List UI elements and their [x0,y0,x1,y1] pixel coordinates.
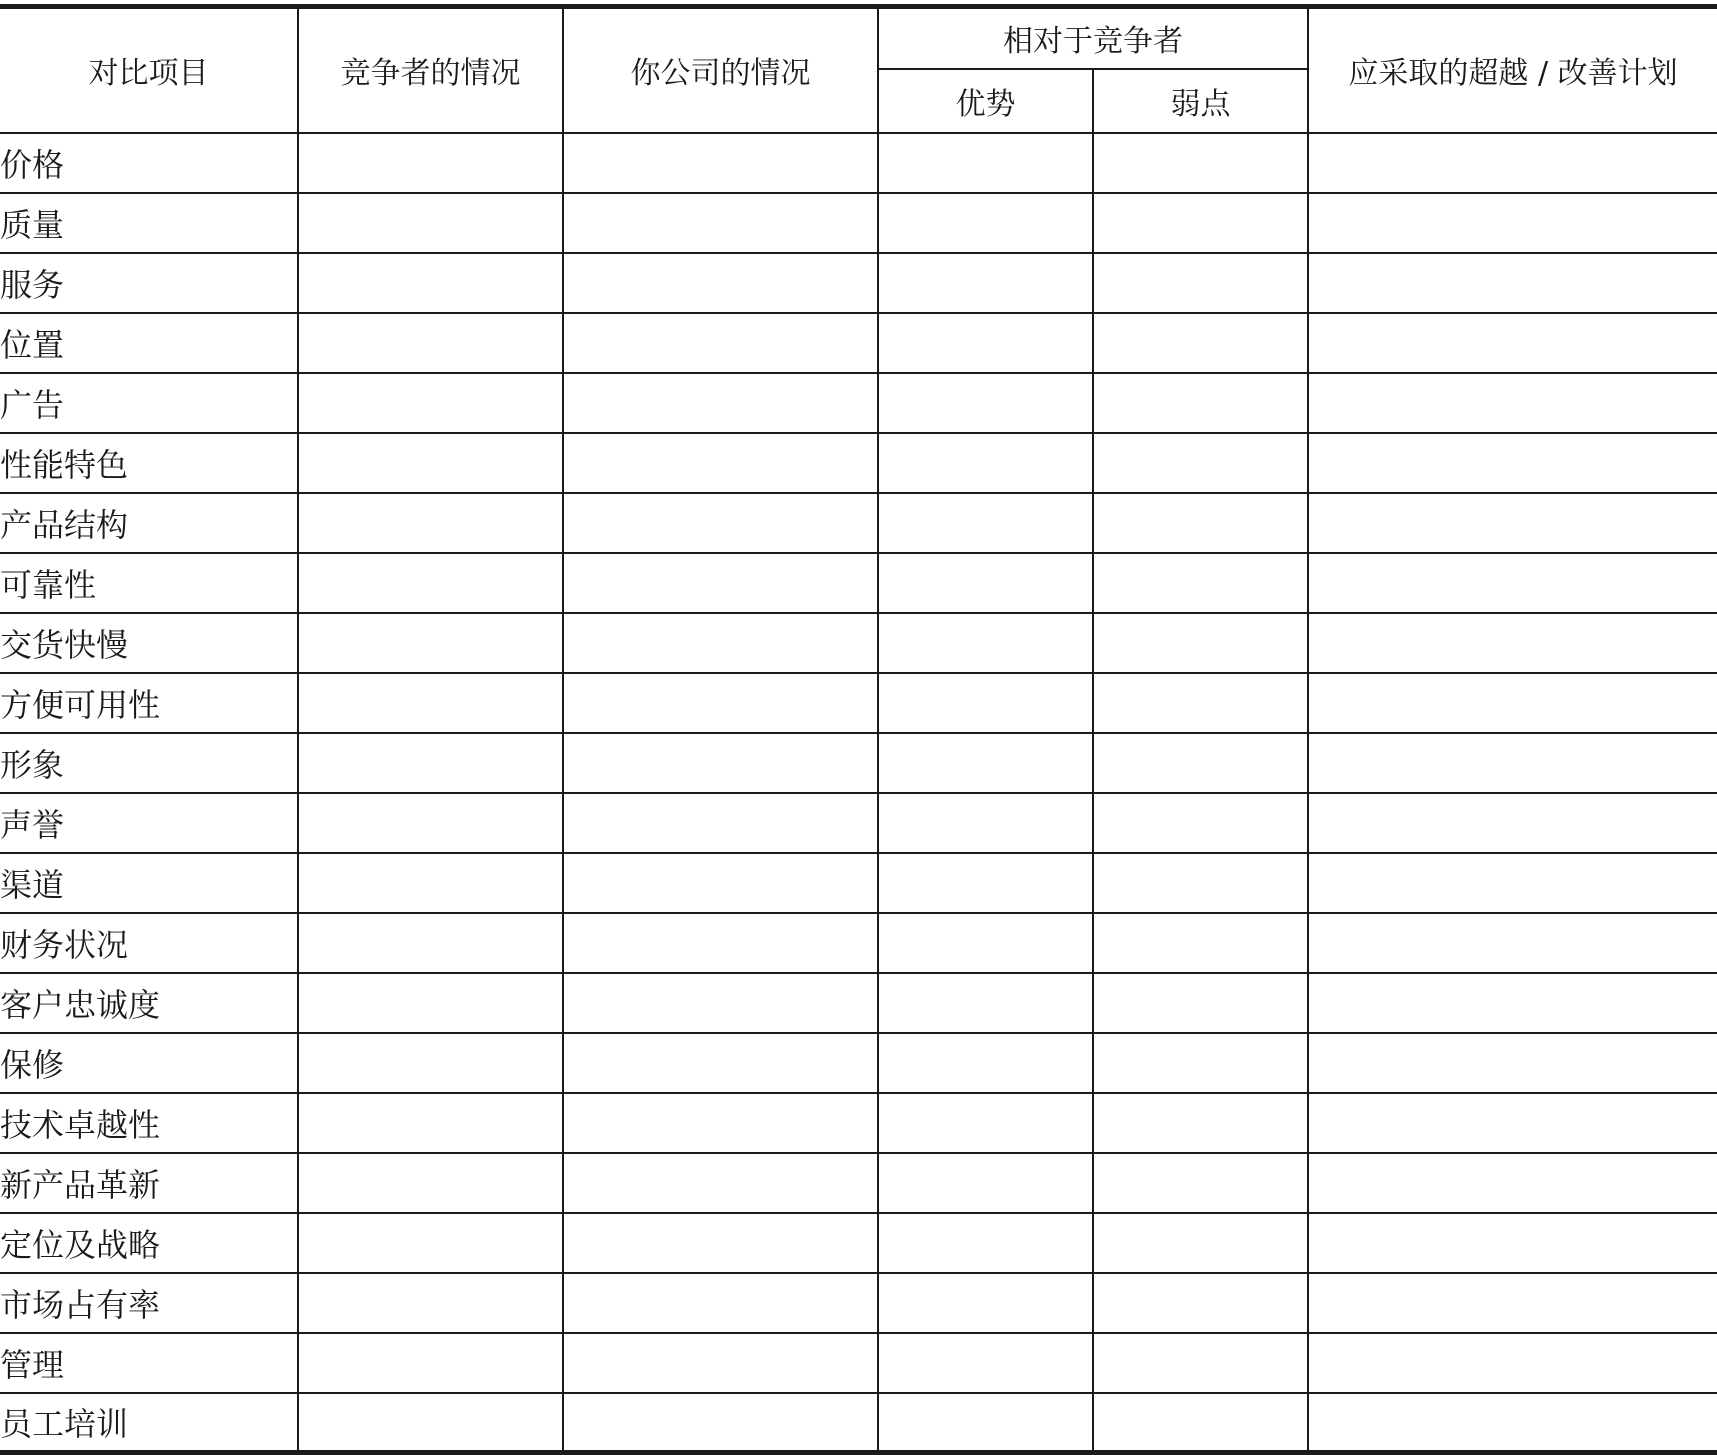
competitor-cell[interactable] [298,613,563,673]
advantage-cell[interactable] [878,1273,1093,1333]
row-label: 交货快慢 [0,613,298,673]
plan-cell[interactable] [1308,1333,1717,1393]
plan-cell[interactable] [1308,1033,1717,1093]
header-relative: 相对于竞争者 [878,7,1308,69]
table-row [0,253,1717,313]
weakness-cell[interactable] [1093,253,1308,313]
row-label: 财务状况 [0,913,298,973]
row-label: 质量 [0,193,298,253]
weakness-cell[interactable] [1093,553,1308,613]
weakness-cell[interactable] [1093,973,1308,1033]
row-label: 产品结构 [0,493,298,553]
table-row [0,1153,1717,1213]
advantage-cell[interactable] [878,853,1093,913]
table-row [0,373,1717,433]
advantage-cell[interactable] [878,1333,1093,1393]
weakness-cell[interactable] [1093,373,1308,433]
table-row [0,1033,1717,1093]
your-company-cell[interactable] [563,853,878,913]
weakness-cell[interactable] [1093,913,1308,973]
weakness-cell[interactable] [1093,673,1308,733]
plan-cell[interactable] [1308,733,1717,793]
table-row [0,1333,1717,1393]
plan-cell[interactable] [1308,493,1717,553]
your-company-cell[interactable] [563,433,878,493]
competitor-cell[interactable] [298,253,563,313]
weakness-cell[interactable] [1093,853,1308,913]
weakness-cell[interactable] [1093,733,1308,793]
competitor-cell[interactable] [298,1213,563,1273]
table-row [0,193,1717,253]
your-company-cell[interactable] [563,493,878,553]
competitor-cell[interactable] [298,673,563,733]
row-label: 方便可用性 [0,673,298,733]
competitor-cell[interactable] [298,1093,563,1153]
advantage-cell[interactable] [878,1093,1093,1153]
header-plan: 应采取的超越 / 改善计划 [1308,7,1717,133]
plan-cell[interactable] [1308,133,1717,193]
competitor-cell[interactable] [298,1153,563,1213]
plan-cell[interactable] [1308,853,1717,913]
advantage-cell[interactable] [878,913,1093,973]
weakness-cell[interactable] [1093,793,1308,853]
row-label: 位置 [0,313,298,373]
table-row [0,1093,1717,1153]
plan-cell[interactable] [1308,1393,1717,1453]
row-label: 性能特色 [0,433,298,493]
header-weakness: 弱点 [1093,69,1308,133]
competitor-cell[interactable] [298,493,563,553]
plan-cell[interactable] [1308,793,1717,853]
plan-cell[interactable] [1308,193,1717,253]
comparison-table-container [0,4,1717,1455]
row-label: 形象 [0,733,298,793]
competitor-cell[interactable] [298,1033,563,1093]
weakness-cell[interactable] [1093,1393,1308,1453]
weakness-cell[interactable] [1093,433,1308,493]
row-label: 客户忠诚度 [0,973,298,1033]
row-label: 保修 [0,1033,298,1093]
row-label: 新产品革新 [0,1153,298,1213]
advantage-cell[interactable] [878,193,1093,253]
row-label: 员工培训 [0,1393,298,1453]
competitor-cell[interactable] [298,1393,563,1453]
plan-cell[interactable] [1308,553,1717,613]
advantage-cell[interactable] [878,253,1093,313]
your-company-cell[interactable] [563,1033,878,1093]
plan-cell[interactable] [1308,1273,1717,1333]
table-row [0,133,1717,193]
row-label: 管理 [0,1333,298,1393]
advantage-cell[interactable] [878,553,1093,613]
your-company-cell[interactable] [563,973,878,1033]
weakness-cell[interactable] [1093,493,1308,553]
competitor-cell[interactable] [298,553,563,613]
header-advantage: 优势 [878,69,1093,133]
competitor-cell[interactable] [298,133,563,193]
table-row [0,493,1717,553]
weakness-cell[interactable] [1093,1213,1308,1273]
your-company-cell[interactable] [563,1273,878,1333]
table-row [0,1393,1717,1453]
your-company-cell[interactable] [563,313,878,373]
advantage-cell[interactable] [878,313,1093,373]
row-label: 广告 [0,373,298,433]
plan-cell[interactable] [1308,913,1717,973]
competitor-cell[interactable] [298,1333,563,1393]
table-row [0,853,1717,913]
header-item: 对比项目 [0,7,298,133]
advantage-cell[interactable] [878,1213,1093,1273]
your-company-cell[interactable] [563,253,878,313]
table-row [0,973,1717,1033]
your-company-cell[interactable] [563,193,878,253]
your-company-cell[interactable] [563,133,878,193]
advantage-cell[interactable] [878,1153,1093,1213]
your-company-cell[interactable] [563,913,878,973]
row-label: 可靠性 [0,553,298,613]
table-row [0,313,1717,373]
plan-cell[interactable] [1308,433,1717,493]
advantage-cell[interactable] [878,973,1093,1033]
competitor-cell[interactable] [298,193,563,253]
your-company-cell[interactable] [563,1393,878,1453]
weakness-cell[interactable] [1093,613,1308,673]
row-label: 市场占有率 [0,1273,298,1333]
plan-cell[interactable] [1308,1153,1717,1213]
plan-cell[interactable] [1308,373,1717,433]
plan-cell[interactable] [1308,1093,1717,1153]
row-label: 价格 [0,133,298,193]
row-label: 声誉 [0,793,298,853]
advantage-cell[interactable] [878,133,1093,193]
weakness-cell[interactable] [1093,1033,1308,1093]
competitor-cell[interactable] [298,373,563,433]
weakness-cell[interactable] [1093,1333,1308,1393]
table-row [0,553,1717,613]
your-company-cell[interactable] [563,673,878,733]
your-company-cell[interactable] [563,1153,878,1213]
your-company-cell[interactable] [563,733,878,793]
weakness-cell[interactable] [1093,1273,1308,1333]
your-company-cell[interactable] [563,1213,878,1273]
advantage-cell[interactable] [878,433,1093,493]
advantage-cell[interactable] [878,1033,1093,1093]
weakness-cell[interactable] [1093,1153,1308,1213]
table-row [0,793,1717,853]
table-row [0,1273,1717,1333]
plan-cell[interactable] [1308,673,1717,733]
weakness-cell[interactable] [1093,193,1308,253]
row-label: 技术卓越性 [0,1093,298,1153]
plan-cell[interactable] [1308,313,1717,373]
your-company-cell[interactable] [563,553,878,613]
advantage-cell[interactable] [878,793,1093,853]
competitor-cell[interactable] [298,433,563,493]
table-row [0,733,1717,793]
table-row [0,673,1717,733]
row-label: 服务 [0,253,298,313]
table-row [0,913,1717,973]
your-company-cell[interactable] [563,613,878,673]
competitor-cell[interactable] [298,853,563,913]
your-company-cell[interactable] [563,373,878,433]
your-company-cell[interactable] [563,793,878,853]
competitor-cell[interactable] [298,733,563,793]
table-row [0,613,1717,673]
competitor-cell[interactable] [298,1273,563,1333]
competitor-cell[interactable] [298,913,563,973]
table-row [0,433,1717,493]
advantage-cell[interactable] [878,673,1093,733]
weakness-cell[interactable] [1093,313,1308,373]
competitor-cell[interactable] [298,973,563,1033]
advantage-cell[interactable] [878,1393,1093,1453]
header-your-company: 你公司的情况 [563,7,878,133]
header-competitor: 竞争者的情况 [298,7,563,133]
competitor-comparison-table [0,4,1717,1455]
plan-cell[interactable] [1308,973,1717,1033]
advantage-cell[interactable] [878,733,1093,793]
your-company-cell[interactable] [563,1333,878,1393]
plan-cell[interactable] [1308,253,1717,313]
advantage-cell[interactable] [878,613,1093,673]
plan-cell[interactable] [1308,613,1717,673]
advantage-cell[interactable] [878,373,1093,433]
weakness-cell[interactable] [1093,133,1308,193]
header-row-top [0,7,1717,69]
competitor-cell[interactable] [298,313,563,373]
row-label: 渠道 [0,853,298,913]
row-label: 定位及战略 [0,1213,298,1273]
your-company-cell[interactable] [563,1093,878,1153]
competitor-cell[interactable] [298,793,563,853]
advantage-cell[interactable] [878,493,1093,553]
table-row [0,1213,1717,1273]
weakness-cell[interactable] [1093,1093,1308,1153]
plan-cell[interactable] [1308,1213,1717,1273]
